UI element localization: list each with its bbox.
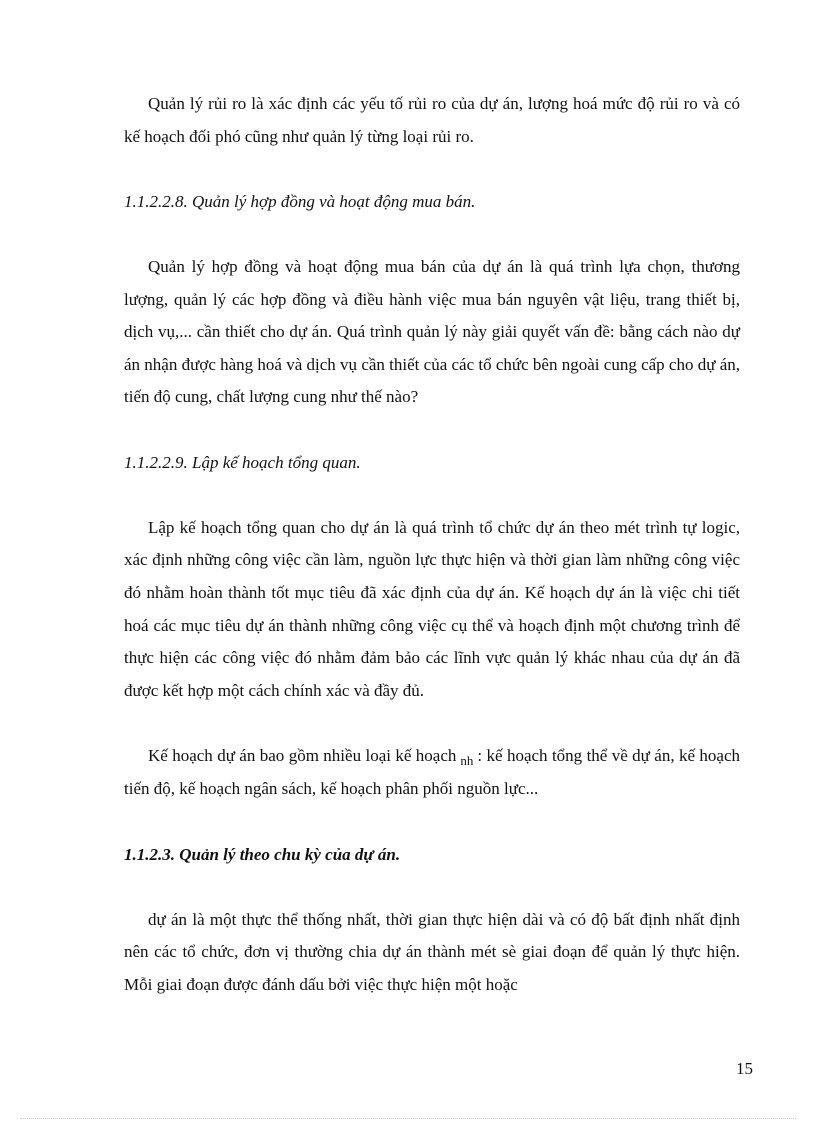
contract-management-paragraph: Quản lý hợp đồng và hoạt động mua bán của dự án là quá trình lựa chọn, thương lượng, quản lý các hợp đồng và điều hành việc mua bán nguyên vật liệu, trang thiết bị, dịch vụ,... cần thiết cho dự án. Quá trình quản lý này giải quyết vấn đề: bằng cách nào dự án nhận được hàng hoá và dịch vụ cần thiết của các tổ chức bên ngoài cung cấp cho dự án, tiến độ cung, chất lượng cung như thế nào? (124, 256, 740, 407)
overall-planning-paragraph: Lập kế hoạch tổng quan cho dự án là quá trình tổ chức dự án theo mét trình tự logic, xác định những công việc cần làm, nguồn lực thực hiện và thời gian làm những công việc đó nhằm hoàn thành tốt mục tiêu đã xác định của dự án. Kế hoạch dự án là việc chi tiết hoá các mục tiêu dự án thành những công việc cụ thể và hoạch định một chương trình để thực hiện các công việc đó nhằm đảm bảo các lĩnh vực quản lý khác nhau của dự án đã được kết hợp một cách chính xác và đầy đủ. (124, 517, 740, 700)
lifecycle-management-heading: 1.1.2.3. Quản lý theo chu kỳ của dự án. (124, 844, 401, 864)
plan-types-paragraph (124, 740, 740, 806)
plan-types-end: : kế hoạch tổng thể về dự án, kế hoạch tiến độ, kế hoạch ngân sách, kế hoạch phân phối nguồn lực... (124, 745, 741, 799)
overall-planning-heading: 1.1.2.2.9. Lập kế hoạch tổng quan. (124, 452, 361, 472)
plan-types-mini-text: nh (460, 752, 474, 768)
plan-types-start: Kế hoạch dự án bao gồm nhiều loại kế hoạch (148, 745, 457, 765)
bottom-dotted-rule (20, 1118, 796, 1119)
page-content (124, 88, 740, 1002)
lifecycle-management-paragraph: dự án là một thực thể thống nhất, thời gian thực hiện dài và có độ bất định nhất định nên các tổ chức, đơn vị thường chia dự án thành mét sè giai đoạn để quản lý thực hiện. Mỗi giai đoạn được đánh dấu bởi việc thực hiện một hoặc (124, 909, 740, 995)
page-number: 15 (736, 1059, 753, 1078)
contract-management-heading: 1.1.2.2.8. Quản lý hợp đồng và hoạt động mua bán. (124, 191, 476, 211)
risk-management-paragraph: Quản lý rủi ro là xác định các yếu tố rủi ro của dự án, lượng hoá mức độ rủi ro và có kế hoạch đối phó cũng như quản lý từng loại rủi ro. (124, 94, 740, 146)
